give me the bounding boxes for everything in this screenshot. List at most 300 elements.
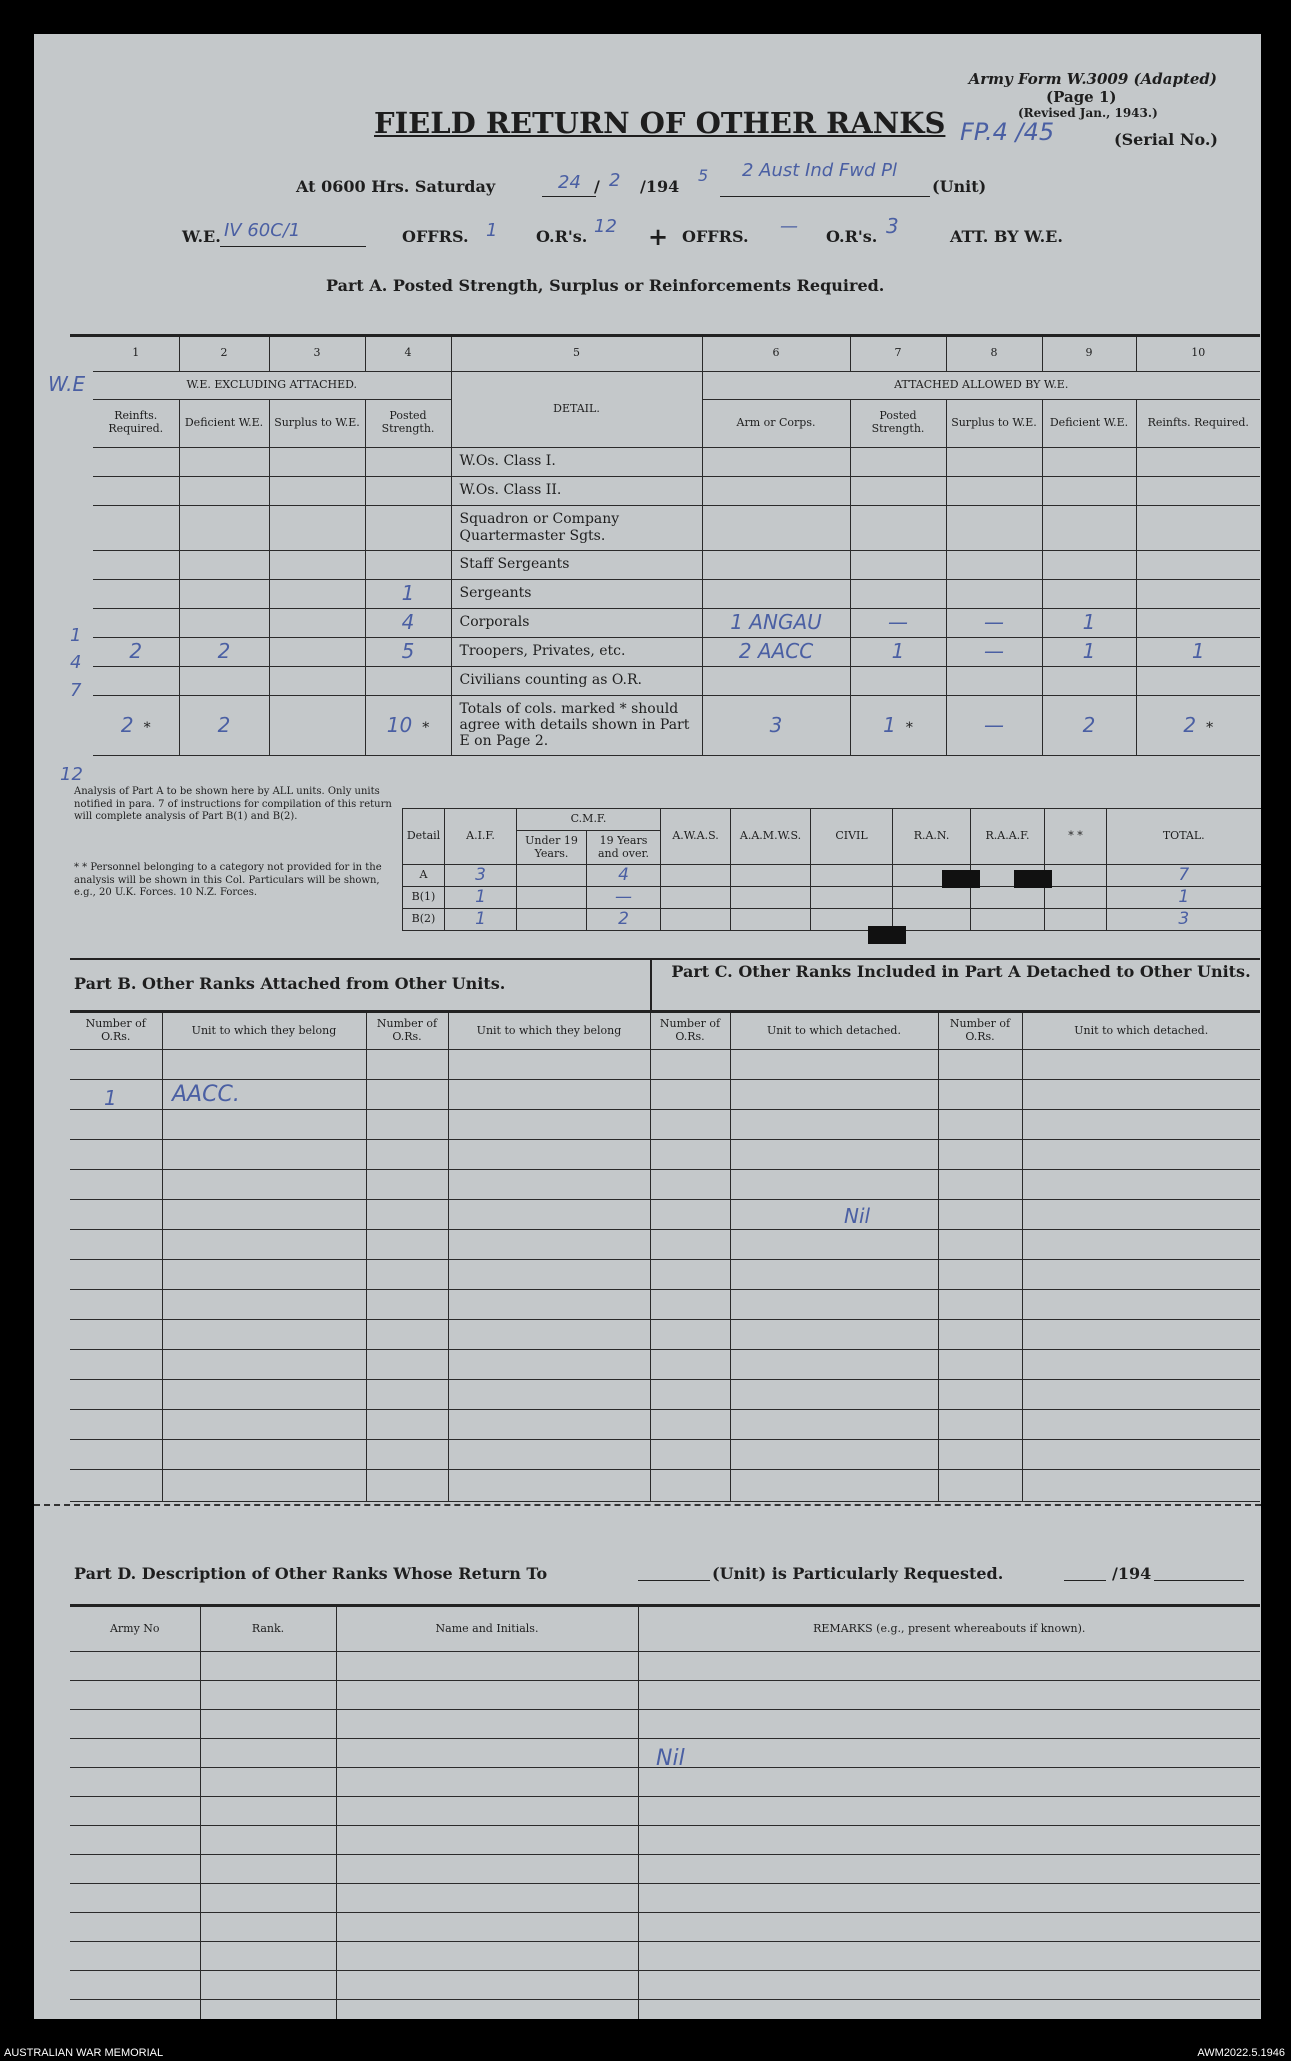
blank-cell <box>1022 1140 1260 1170</box>
total-marker-star: * <box>422 719 430 736</box>
blank-cell <box>200 1797 336 1826</box>
blank-cell <box>938 1290 1022 1320</box>
part-a-detail: Civilians counting as O.R. <box>451 666 702 695</box>
part-a-cell-c3 <box>269 579 365 608</box>
part-a-cell-c3 <box>269 666 365 695</box>
blank-cell <box>162 1110 366 1140</box>
we-hw: IV 60C/1 <box>224 220 301 241</box>
part-a-cell-c2 <box>179 637 269 666</box>
table-row <box>70 1140 1260 1170</box>
header-deficient-we: Deficient W.E. <box>179 399 269 447</box>
analysis-cell-empty <box>1045 909 1107 931</box>
part-a-cell-c7 <box>850 579 946 608</box>
blank-cell <box>1022 1440 1260 1470</box>
handwritten-value: 2 <box>217 639 231 663</box>
part-a-cell-c7 <box>850 505 946 550</box>
blank-cell <box>366 1380 448 1410</box>
handwritten-value: 3 <box>1178 908 1190 929</box>
blank-cell <box>730 1140 938 1170</box>
blank-cell <box>448 1230 650 1260</box>
table-row <box>70 1681 1260 1710</box>
part-a-row <box>70 608 1260 637</box>
part-a-cell-c4 <box>365 666 451 695</box>
blank-cell <box>650 1140 730 1170</box>
blank-cell <box>336 1652 638 1681</box>
handwritten-value: 1 <box>401 581 415 605</box>
part-a-cell-c4 <box>365 505 451 550</box>
blank-cell <box>638 1942 1260 1971</box>
part-a-cell-c8 <box>946 579 1042 608</box>
blank-cell <box>200 1826 336 1855</box>
analysis-cell-empty <box>971 909 1045 931</box>
part-a-cell-c9 <box>1042 505 1136 550</box>
blank-cell <box>1022 1380 1260 1410</box>
blank-cell <box>336 1768 638 1797</box>
part-a-detail: W.Os. Class II. <box>451 476 702 505</box>
blank-cell <box>70 1739 200 1768</box>
part-a-cell-c4 <box>365 579 451 608</box>
part-c-title: Part C. Other Ranks Included in Part A Detached to Other Units. <box>671 962 1251 981</box>
blank-cell <box>162 1200 366 1230</box>
analysis-head-cmf: C.M.F. <box>517 809 661 831</box>
blank-cell <box>638 2000 1260 2020</box>
blank-cell <box>336 1884 638 1913</box>
margin-num-2: 4 <box>70 652 82 673</box>
blank-cell <box>1022 1350 1260 1380</box>
table-row <box>70 1913 1260 1942</box>
blank-cell <box>730 1080 938 1110</box>
part-a-cell-c8 <box>946 550 1042 579</box>
analysis-row-label: B(1) <box>403 887 445 909</box>
blank-cell <box>70 1913 200 1942</box>
blank-cell <box>938 1380 1022 1410</box>
blank-cell <box>336 1739 638 1768</box>
part-a-cell-c7 <box>850 666 946 695</box>
ors-hw-2: 3 <box>886 214 899 238</box>
part-a-cell-c3 <box>269 695 365 755</box>
part-a-cell-c7 <box>850 447 946 476</box>
part-a-cell-c6 <box>702 637 850 666</box>
handwritten-value: — <box>984 639 1004 663</box>
blank-cell <box>448 1260 650 1290</box>
blank-cell <box>938 1320 1022 1350</box>
blank-cell <box>70 1200 162 1230</box>
analysis-head-other: * * <box>1045 809 1107 865</box>
blank-cell <box>366 1350 448 1380</box>
part-a-detail: Totals of cols. marked * should agree with details shown in Part E on Page 2. <box>451 695 702 755</box>
part-a-row <box>70 637 1260 666</box>
handwritten-value: 2 AACC <box>738 639 814 663</box>
analysis-head-awas: A.W.A.S. <box>661 809 731 865</box>
table-row <box>70 1200 1260 1230</box>
table-row <box>70 1380 1260 1410</box>
blank-cell <box>650 1170 730 1200</box>
part-a-cell-c10 <box>1136 637 1260 666</box>
part-a-cell-c10 <box>1136 447 1260 476</box>
part-a-detail: Corporals <box>451 608 702 637</box>
total-marker-star: * <box>1206 719 1214 736</box>
blank-cell <box>938 1140 1022 1170</box>
handwritten-value: 10 <box>386 712 413 737</box>
part-a-cell-c4 <box>365 695 451 755</box>
table-row <box>70 1290 1260 1320</box>
blank-cell <box>70 1826 200 1855</box>
part-a-cell-c1 <box>93 666 179 695</box>
part-b-title: Part B. Other Ranks Attached from Other Units. <box>74 974 506 993</box>
col-number-4: 4 <box>365 337 451 371</box>
blank-cell <box>650 1320 730 1350</box>
part-a-cell-c10 <box>1136 666 1260 695</box>
blank-cell <box>70 1290 162 1320</box>
handwritten-value: 1 <box>883 712 896 737</box>
blank-cell <box>938 1170 1022 1200</box>
part-a-cell-c6 <box>702 476 850 505</box>
table-row <box>70 1260 1260 1290</box>
blank-cell <box>336 1855 638 1884</box>
blank-cell <box>70 1320 162 1350</box>
part-a-cell-c10 <box>1136 695 1260 755</box>
part-a-cell-c7 <box>850 476 946 505</box>
part-a-cell-c6 <box>702 579 850 608</box>
blank-cell <box>162 1050 366 1080</box>
blank-cell <box>448 1380 650 1410</box>
header-surplus-to-we: Surplus to W.E. <box>269 399 365 447</box>
blank-cell <box>1022 1470 1260 1502</box>
blank-cell <box>336 1971 638 2000</box>
blank-cell <box>70 1170 162 1200</box>
blank-cell <box>70 1681 200 1710</box>
analysis-cell-aif <box>445 865 517 887</box>
analysis-cell-u19 <box>517 887 587 909</box>
part-c-head-unit-2: Unit to which detached. <box>1022 1012 1260 1050</box>
blank-cell <box>162 1170 366 1200</box>
ors-label-1: O.R's. <box>536 227 588 246</box>
col-number-10: 10 <box>1136 337 1260 371</box>
blank-cell <box>366 1410 448 1440</box>
blank-cell <box>448 1410 650 1440</box>
analysis-head-civil: CIVIL <box>811 809 893 865</box>
header-posted-strength: Posted Strength. <box>365 399 451 447</box>
part-a-cell-c7 <box>850 550 946 579</box>
year-hw: 5 <box>698 166 709 185</box>
we-label: W.E. <box>182 227 221 246</box>
part-a-cell-c9 <box>1042 608 1136 637</box>
blank-cell <box>1022 1080 1260 1110</box>
part-a-cell-c8 <box>946 447 1042 476</box>
blank-cell <box>70 1971 200 2000</box>
part-a-cell-c3 <box>269 608 365 637</box>
analysis-cell-empty <box>893 887 971 909</box>
blank-cell <box>638 1739 1260 1768</box>
part-a-cell-c1 <box>93 476 179 505</box>
analysis-table <box>402 808 1261 931</box>
right-group-header: ATTACHED ALLOWED BY W.E. <box>702 371 1260 399</box>
part-a-cell-c6 <box>702 550 850 579</box>
blank-cell <box>638 1884 1260 1913</box>
part-a-cell-c1 <box>93 550 179 579</box>
col-number-8: 8 <box>946 337 1042 371</box>
blank-cell <box>70 1855 200 1884</box>
handwritten-value: 2 <box>1183 712 1197 737</box>
part-d-head-remarks: REMARKS (e.g., present whereabouts if known). <box>638 1606 1260 1652</box>
table-row <box>70 1971 1260 2000</box>
blank-cell <box>70 1768 200 1797</box>
blank-cell <box>366 1080 448 1110</box>
blank-cell <box>1022 1200 1260 1230</box>
part-a-cell-c9 <box>1042 579 1136 608</box>
analysis-cell-aif <box>445 909 517 931</box>
part-d-title-a: Part D. Description of Other Ranks Whose Return To <box>74 1564 548 1583</box>
part-a-cell-c1 <box>93 505 179 550</box>
handwritten-value: 1 <box>1082 639 1096 663</box>
blank-cell <box>730 1230 938 1260</box>
part-a-cell-c2 <box>179 579 269 608</box>
table-row <box>70 1320 1260 1350</box>
blank-cell <box>650 1380 730 1410</box>
time-day-label: At 0600 Hrs. Saturday <box>296 177 496 196</box>
revised-date: (Revised Jan., 1943.) <box>1018 106 1158 120</box>
blank-cell <box>366 1290 448 1320</box>
handwritten-value: 4 <box>401 610 415 634</box>
blank-cell <box>730 1380 938 1410</box>
part-a-row <box>70 666 1260 695</box>
day-hw: 24 <box>558 172 581 193</box>
part-b-head-num-1: Number of O.Rs. <box>70 1012 162 1050</box>
blank-cell <box>730 1050 938 1080</box>
form-title: FIELD RETURN OF OTHER RANKS <box>374 106 946 140</box>
blank-cell <box>200 1855 336 1884</box>
blank-cell <box>650 1230 730 1260</box>
col-number-6: 6 <box>702 337 850 371</box>
analysis-head-aif: A.I.F. <box>445 809 517 865</box>
part-a-cell-c2 <box>179 550 269 579</box>
analysis-cell-aif <box>445 887 517 909</box>
blank-cell <box>336 1826 638 1855</box>
table-row <box>70 1855 1260 1884</box>
blank-cell <box>366 1110 448 1140</box>
blank-cell <box>448 1170 650 1200</box>
form-number: Army Form W.3009 (Adapted) <box>968 70 1217 88</box>
redaction-raaf <box>1014 870 1052 888</box>
part-a-cell-c1 <box>93 579 179 608</box>
part-b-head-num-2: Number of O.Rs. <box>366 1012 448 1050</box>
analysis-cell-u19 <box>517 865 587 887</box>
blank-cell <box>638 1913 1260 1942</box>
blank-cell <box>448 1440 650 1470</box>
part-a-detail: Troopers, Privates, etc. <box>451 637 702 666</box>
blank-cell <box>1022 1410 1260 1440</box>
part-a-cell-c2 <box>179 447 269 476</box>
part-a-cell-c10 <box>1136 550 1260 579</box>
analysis-cell-o19 <box>587 887 661 909</box>
part-a-detail: Staff Sergeants <box>451 550 702 579</box>
blank-cell <box>448 1050 650 1080</box>
blank-cell <box>162 1290 366 1320</box>
analysis-cell-empty <box>731 887 811 909</box>
header-arm-or-corps: Arm or Corps. <box>702 399 850 447</box>
blank-cell <box>730 1290 938 1320</box>
col-number-9: 9 <box>1042 337 1136 371</box>
blank-cell <box>70 1470 162 1502</box>
part-d-title-b: (Unit) is Particularly Requested. <box>712 1564 1004 1583</box>
analysis-head-19over: 19 Years and over. <box>587 831 661 865</box>
handwritten-value: 2 <box>1082 712 1096 737</box>
blank-cell <box>448 1080 650 1110</box>
analysis-head-detail: Detail <box>403 809 445 865</box>
blank-cell <box>366 1200 448 1230</box>
blank-cell <box>650 1290 730 1320</box>
blank-cell <box>730 1470 938 1502</box>
analysis-cell-total <box>1107 865 1261 887</box>
handwritten-value: 1 <box>891 639 905 663</box>
blank-cell <box>650 1050 730 1080</box>
blank-cell <box>162 1470 366 1502</box>
blank-cell <box>650 1110 730 1140</box>
blank-cell <box>336 1710 638 1739</box>
blank-cell <box>730 1110 938 1140</box>
blank-cell <box>730 1440 938 1470</box>
part-a-row <box>70 476 1260 505</box>
unit-label: (Unit) <box>932 177 987 196</box>
blank-cell <box>938 1440 1022 1470</box>
blank-cell <box>366 1260 448 1290</box>
blank-cell <box>938 1470 1022 1502</box>
blank-cell <box>650 1260 730 1290</box>
blank-cell <box>366 1170 448 1200</box>
blank-cell <box>650 1470 730 1502</box>
blank-cell <box>70 1710 200 1739</box>
header-att-surplus: Surplus to W.E. <box>946 399 1042 447</box>
form-sheet <box>34 34 1261 2019</box>
part-a-cell-c3 <box>269 550 365 579</box>
offrs-hw-2: — <box>780 216 798 237</box>
col-number-1: 1 <box>93 337 179 371</box>
analysis-row <box>403 865 1261 887</box>
blank-cell <box>448 1200 650 1230</box>
page-number: (Page 1) <box>1046 88 1117 106</box>
analysis-cell-o19 <box>587 865 661 887</box>
header-att-deficient: Deficient W.E. <box>1042 399 1136 447</box>
part-a-cell-c2 <box>179 505 269 550</box>
blank-cell <box>938 1410 1022 1440</box>
table-row <box>70 1230 1260 1260</box>
analysis-note-2: * * Personnel belonging to a category not provided for in the analysis will be shown in this Col. Particulars will be shown, e.g., 20 U.K. Forces. 10 N.Z. Forces. <box>74 862 382 898</box>
handwritten-value: 1 <box>1178 886 1190 907</box>
table-row <box>70 1410 1260 1440</box>
part-a-cell-c10 <box>1136 476 1260 505</box>
blank-cell <box>70 1380 162 1410</box>
blank-cell <box>162 1350 366 1380</box>
part-a-row <box>70 505 1260 550</box>
part-a-cell-c2 <box>179 695 269 755</box>
handwritten-value: 3 <box>475 864 486 885</box>
blank-cell <box>938 1080 1022 1110</box>
blank-cell <box>448 1350 650 1380</box>
part-a-detail: W.Os. Class I. <box>451 447 702 476</box>
parts-b-c-table <box>70 1010 1260 1502</box>
table-row <box>70 1710 1260 1739</box>
part-c-head-num-2: Number of O.Rs. <box>938 1012 1022 1050</box>
month-hw: 2 <box>609 170 621 191</box>
analysis-cell-empty <box>811 865 893 887</box>
part-a-title: Part A. Posted Strength, Surplus or Reinforcements Required. <box>326 276 885 295</box>
blank-cell <box>448 1290 650 1320</box>
part-a-cell-c6 <box>702 695 850 755</box>
handwritten-value: 1 <box>1191 639 1205 663</box>
table-row <box>70 1440 1260 1470</box>
blank-cell <box>70 1440 162 1470</box>
margin-num-4: 12 <box>60 764 83 785</box>
analysis-row <box>403 887 1261 909</box>
blank-cell <box>638 1681 1260 1710</box>
blank-cell <box>162 1380 366 1410</box>
part-a-cell-c3 <box>269 447 365 476</box>
blank-cell <box>200 1913 336 1942</box>
part-a-cell-c4 <box>365 447 451 476</box>
blank-cell <box>638 1652 1260 1681</box>
blank-cell <box>938 1200 1022 1230</box>
blank-cell <box>730 1200 938 1230</box>
part-a-cell-c1 <box>93 447 179 476</box>
handwritten-value: 3 <box>769 712 783 737</box>
blank-cell <box>336 1681 638 1710</box>
blank-cell <box>1022 1050 1260 1080</box>
part-b-unit-hw: AACC. <box>172 1082 240 1107</box>
blank-cell <box>366 1050 448 1080</box>
margin-we-hw: W.E <box>48 372 86 396</box>
blank-cell <box>200 1768 336 1797</box>
blank-cell <box>448 1110 650 1140</box>
blank-cell <box>162 1410 366 1440</box>
part-a-cell-c2 <box>179 608 269 637</box>
analysis-head-under19: Under 19 Years. <box>517 831 587 865</box>
part-a-row <box>70 550 1260 579</box>
blank-cell <box>650 1440 730 1470</box>
table-row <box>70 1652 1260 1681</box>
part-a-cell-c7 <box>850 637 946 666</box>
part-a-cell-c1 <box>93 695 179 755</box>
blank-cell <box>730 1260 938 1290</box>
table-row <box>70 1826 1260 1855</box>
handwritten-value: 4 <box>618 864 629 885</box>
blank-cell <box>1022 1320 1260 1350</box>
blank-cell <box>730 1350 938 1380</box>
blank-cell <box>448 1140 650 1170</box>
handwritten-value: 2 <box>129 639 143 663</box>
blank-cell <box>730 1170 938 1200</box>
handwritten-value: — <box>615 886 632 907</box>
blank-cell <box>336 1797 638 1826</box>
blank-cell <box>70 1652 200 1681</box>
year-print: /194 <box>640 177 680 196</box>
analysis-cell-o19 <box>587 909 661 931</box>
blank-cell <box>1022 1290 1260 1320</box>
blank-cell <box>366 1230 448 1260</box>
handwritten-value: 5 <box>401 639 415 663</box>
blank-cell <box>200 1884 336 1913</box>
part-a-cell-c3 <box>269 637 365 666</box>
blank-cell <box>162 1140 366 1170</box>
perforation-line <box>34 1504 1261 1506</box>
part-a-row <box>70 695 1260 755</box>
left-group-header: W.E. EXCLUDING ATTACHED. <box>93 371 451 399</box>
handwritten-value: 1 <box>475 886 486 907</box>
blank-cell <box>70 1797 200 1826</box>
blank-cell <box>70 1884 200 1913</box>
blank-cell <box>938 1110 1022 1140</box>
att-by-we-label: ATT. BY W.E. <box>950 227 1063 246</box>
part-a-cell-c9 <box>1042 695 1136 755</box>
